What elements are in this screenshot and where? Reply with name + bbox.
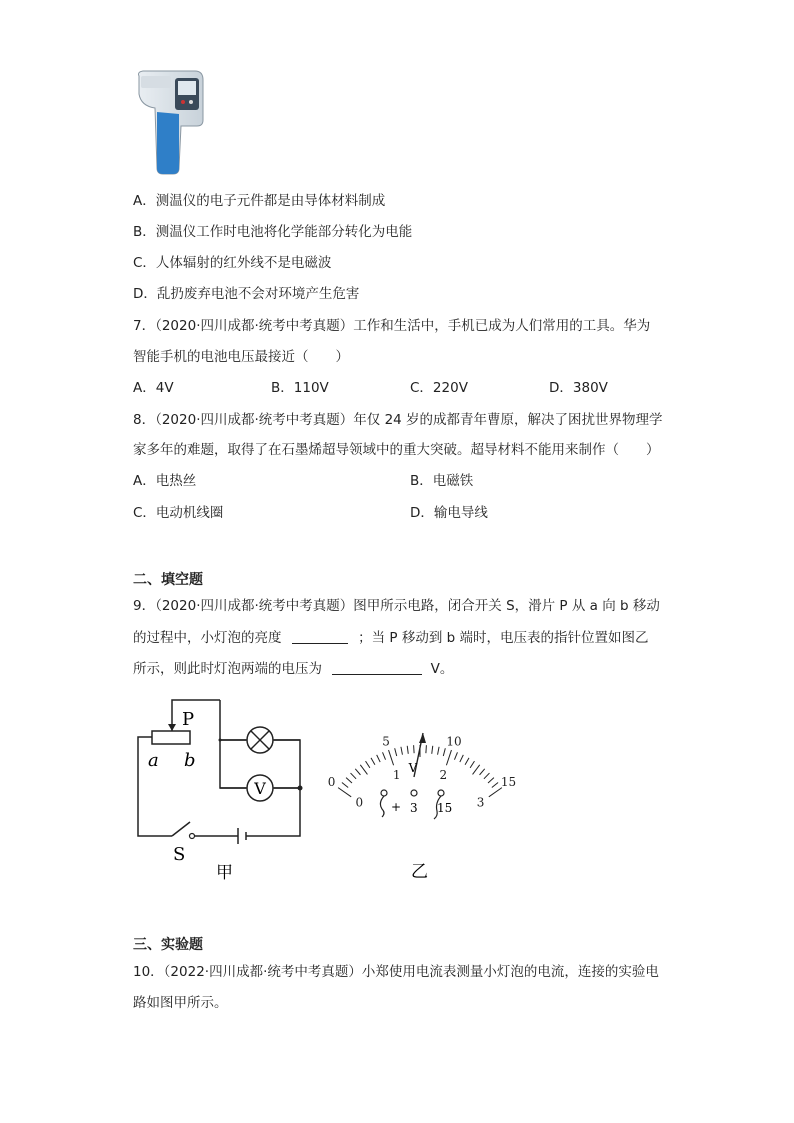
q8-option-a: A．电热丝 bbox=[133, 473, 197, 489]
section-heading-experiment: 三、实验题 bbox=[133, 937, 203, 953]
meter-tick bbox=[473, 765, 480, 775]
meter-lower-tick-label: 3 bbox=[476, 795, 485, 810]
q8-stem-line2: 家多年的难题，取得了在石墨烯超导领域中的重大突破。超导材料不能用来制作（ ） bbox=[133, 442, 660, 458]
meter-tick bbox=[454, 752, 457, 759]
q9-stem-line1: 9．（2020·四川成都·统考中考真题）图甲所示电路，闭合开关 S，滑片 P 从 a 向 b 移动 bbox=[133, 598, 660, 614]
circuit-diagram-jia bbox=[130, 690, 310, 885]
meter-tick bbox=[360, 765, 367, 775]
rheostat-symbol bbox=[152, 731, 190, 744]
terminal-15-label: 15 bbox=[437, 801, 453, 815]
slider-label-p: P bbox=[182, 709, 195, 730]
q10-stem-line1: 10．（2022·四川成都·统考中考真题）小郑使用电流表测量小灯泡的电流，连接的实验电 bbox=[133, 964, 659, 980]
meter-tick bbox=[401, 747, 403, 755]
meter-tick bbox=[355, 769, 360, 775]
voltmeter-label: V bbox=[254, 779, 266, 798]
meter-tick bbox=[383, 752, 386, 759]
meter-tick bbox=[488, 778, 494, 783]
q9-answer-blank-2[interactable] bbox=[332, 660, 422, 675]
q6-option-c: C．人体辐射的红外线不是电磁波 bbox=[133, 255, 332, 271]
rheostat-end-b: b bbox=[184, 750, 196, 771]
meter-tick bbox=[414, 745, 415, 753]
meter-tick bbox=[351, 773, 357, 779]
q7-stem-line1: 7．（2020·四川成都·统考中考真题）工作和生活中，手机已成为人们常用的工具。华为 bbox=[133, 318, 651, 334]
meter-tick bbox=[492, 783, 498, 788]
meter-tick bbox=[432, 746, 433, 754]
q9-text-3b: V。 bbox=[430, 661, 454, 677]
meter-tick bbox=[438, 747, 440, 755]
meter-tick bbox=[346, 778, 352, 783]
terminal-3v bbox=[411, 790, 417, 796]
section-heading-fill-in: 二、填空题 bbox=[133, 572, 203, 588]
meter-unit-label: V bbox=[408, 761, 418, 775]
meter-tick bbox=[480, 769, 485, 775]
voltmeter-dial-yi bbox=[320, 695, 520, 885]
meter-tick bbox=[366, 761, 370, 768]
meter-lower-tick-label: 2 bbox=[439, 767, 448, 782]
caption-jia: 甲 bbox=[216, 863, 233, 883]
meter-tick bbox=[389, 750, 394, 765]
meter-tick bbox=[407, 746, 408, 754]
q9-text-3a: 所示，则此时灯泡两端的电压为 bbox=[133, 661, 322, 677]
meter-upper-tick-label: 5 bbox=[382, 734, 390, 749]
switch-label-s: S bbox=[173, 844, 186, 865]
q7-option-c: C．220V bbox=[410, 380, 468, 396]
q9-stem-line2 bbox=[133, 628, 648, 648]
meter-tick bbox=[443, 748, 445, 756]
lamp-symbol bbox=[247, 727, 273, 753]
q6-option-a: A．测温仪的电子元件都是由导体材料制成 bbox=[133, 193, 386, 209]
q8-option-d: D．输电导线 bbox=[410, 505, 488, 521]
q9-text-2a: 的过程中，小灯泡的亮度 bbox=[133, 630, 282, 646]
meter-tick bbox=[484, 773, 490, 779]
meter-tick bbox=[371, 758, 375, 765]
infrared-thermometer-image bbox=[133, 68, 207, 176]
meter-tick bbox=[470, 761, 474, 768]
meter-tick bbox=[446, 750, 451, 765]
terminal-plus-label: + bbox=[391, 800, 402, 814]
meter-tick bbox=[377, 755, 380, 762]
meter-tick bbox=[342, 783, 348, 788]
terminal-15v bbox=[438, 790, 444, 796]
q9-stem-line3 bbox=[133, 659, 453, 679]
terminal-minus bbox=[381, 790, 387, 796]
caption-yi: 乙 bbox=[411, 862, 428, 882]
meter-tick bbox=[426, 745, 427, 753]
meter-upper-tick-label: 10 bbox=[446, 734, 462, 749]
terminal-3-label: 3 bbox=[410, 801, 418, 815]
meter-tick bbox=[338, 788, 351, 797]
q9-answer-blank-1[interactable] bbox=[292, 629, 348, 644]
q10-stem-line2: 路如图甲所示。 bbox=[133, 995, 228, 1011]
q8-stem-line1: 8．（2020·四川成都·统考中考真题）年仅 24 岁的成都青年曹原，解决了困扰世界物理学 bbox=[133, 412, 663, 428]
q8-option-c: C．电动机线圈 bbox=[133, 505, 224, 521]
q7-option-b: B．110V bbox=[271, 380, 329, 396]
meter-lower-tick-label: 1 bbox=[392, 767, 401, 782]
q6-option-d: D．乱扔废弃电池不会对环境产生危害 bbox=[133, 286, 360, 302]
q6-option-b: B．测温仪工作时电池将化学能部分转化为电能 bbox=[133, 224, 413, 240]
meter-lower-tick-label: 0 bbox=[355, 795, 364, 810]
q9-text-2b: ；当 P 移动到 b 端时，电压表的指针位置如图乙 bbox=[358, 630, 649, 646]
q8-option-b: B．电磁铁 bbox=[410, 473, 474, 489]
q7-option-d: D．380V bbox=[549, 380, 608, 396]
meter-tick bbox=[395, 748, 397, 756]
meter-upper-tick-label: 0 bbox=[327, 775, 336, 790]
meter-tick bbox=[460, 755, 463, 762]
q7-option-a: A．4V bbox=[133, 380, 174, 396]
rheostat-end-a: a bbox=[148, 750, 159, 771]
meter-upper-tick-label: 15 bbox=[500, 775, 517, 790]
meter-tick bbox=[465, 758, 469, 765]
q7-stem-line2: 智能手机的电池电压最接近（ ） bbox=[133, 349, 349, 365]
